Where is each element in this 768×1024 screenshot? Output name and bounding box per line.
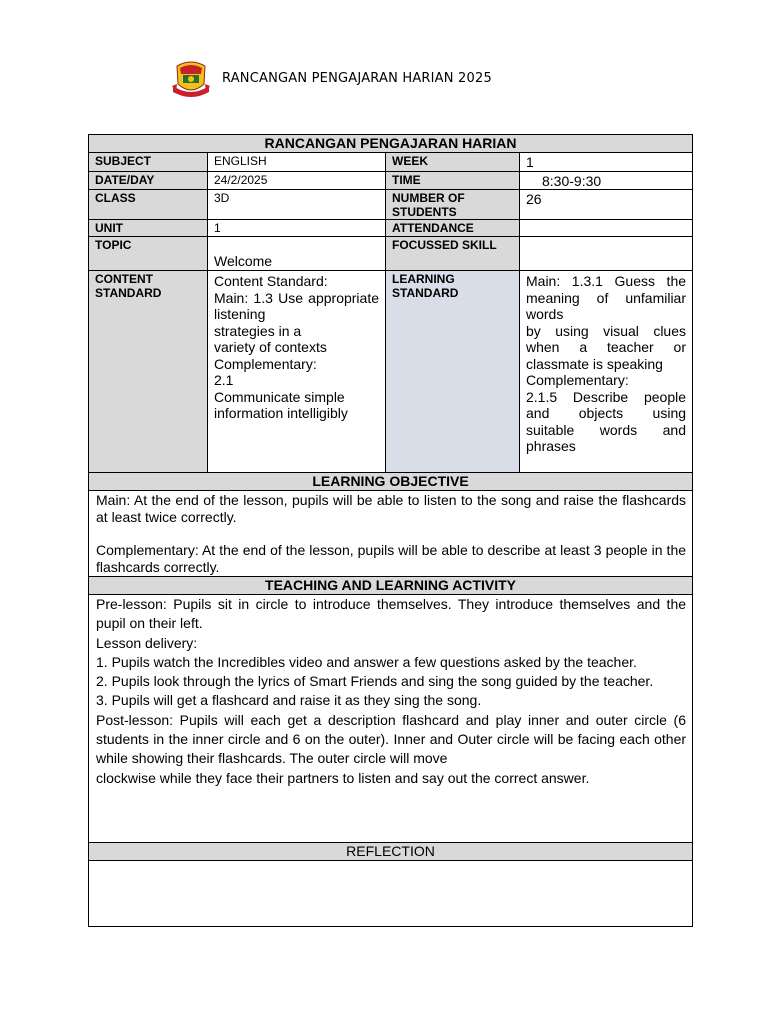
reflection-heading: REFLECTION — [89, 843, 693, 861]
table-title: RANCANGAN PENGAJARAN HARIAN — [89, 135, 693, 153]
students-value: 26 — [520, 190, 693, 220]
learning-standard-value — [520, 271, 693, 473]
activity-line: Pre-lesson: Pupils sit in circle to introduce themselves. They introduce themselves and the pupil on their left. — [96, 596, 687, 632]
content-standard-value — [208, 271, 386, 473]
class-label: CLASS — [89, 190, 208, 220]
activity-line: Lesson delivery: — [96, 634, 198, 651]
learning-line: Complementary: — [526, 372, 629, 388]
activity-line: 1. Pupils watch the Incredibles video and answer a few questions asked by the teacher. — [96, 653, 637, 670]
content-line: Complementary: — [214, 355, 317, 372]
content-line: Communicate simple — [214, 388, 345, 405]
week-value: 1 — [520, 153, 693, 172]
content-line: information intelligibly — [214, 405, 348, 421]
week-label: WEEK — [386, 153, 520, 172]
content-line: variety of contexts — [214, 339, 327, 355]
objective-main: Main: At the end of the lesson, pupils will be able to listen to the song and raise the flashcards at least twice correctly. — [96, 492, 687, 525]
learning-line: 2.1.5 Describe people and objects using suitable words and phrases — [526, 388, 687, 454]
time-label: TIME — [386, 171, 520, 190]
learning-objective-body — [89, 491, 693, 577]
learning-line: by using visual clues when a teacher or classmate is speaking — [526, 322, 687, 372]
lesson-plan-table — [88, 134, 693, 927]
content-standard-label: CONTENT STANDARD — [89, 271, 208, 473]
activity-body — [89, 595, 693, 843]
unit-label: UNIT — [89, 220, 208, 237]
activity-line: 3. Pupils will get a flashcard and raise it as they sing the song. — [96, 692, 482, 709]
attendance-value — [520, 220, 693, 237]
subject-value: ENGLISH — [208, 153, 386, 172]
learning-objective-heading: LEARNING OBJECTIVE — [89, 473, 693, 491]
students-label: NUMBER OF STUDENTS — [386, 190, 520, 220]
skill-value — [520, 237, 693, 271]
topic-label: TOPIC — [89, 237, 208, 271]
school-crest-icon — [170, 56, 212, 100]
reflection-body — [89, 861, 693, 927]
content-line: strategies in a — [214, 322, 302, 339]
objective-complementary: Complementary: At the end of the lesson, pupils will be able to describe at least 3 people in the flashcards correctly. — [96, 542, 687, 575]
content-line: Content Standard: — [214, 273, 328, 289]
time-value: 8:30-9:30 — [520, 171, 693, 190]
activity-line: 2. Pupils look through the lyrics of Smart Friends and sing the song guided by the teacher. — [96, 673, 654, 690]
class-value: 3D — [208, 190, 386, 220]
content-line: 2.1 — [214, 372, 234, 388]
skill-label: FOCUSSED SKILL — [386, 237, 520, 271]
subject-label: SUBJECT — [89, 153, 208, 172]
activity-line: clockwise while they face their partners to listen and say out the correct answer. — [96, 769, 590, 786]
date-value: 24/2/2025 — [208, 171, 386, 190]
document-header — [170, 56, 492, 100]
content-line: Main: 1.3 Use appropriate listening — [214, 289, 379, 322]
unit-value: 1 — [208, 220, 386, 237]
date-label: DATE/DAY — [89, 171, 208, 190]
activity-line: Post-lesson: Pupils will each get a description flashcard and play inner and outer circle (6 students in the inner circle and 6 on the outer). Inner and Outer circle will be facing each other while showing their flashcards. The outer circle will move — [96, 711, 687, 767]
learning-line: Main: 1.3.1 Guess the meaning of unfamiliar words — [526, 273, 687, 322]
header-title: RANCANGAN PENGAJARAN HARIAN 2025 — [222, 70, 492, 86]
topic-value: Welcome — [208, 237, 386, 271]
attendance-label: ATTENDANCE — [386, 220, 520, 237]
activity-heading: TEACHING AND LEARNING ACTIVITY — [89, 577, 693, 595]
learning-standard-label: LEARNING STANDARD — [386, 271, 520, 473]
